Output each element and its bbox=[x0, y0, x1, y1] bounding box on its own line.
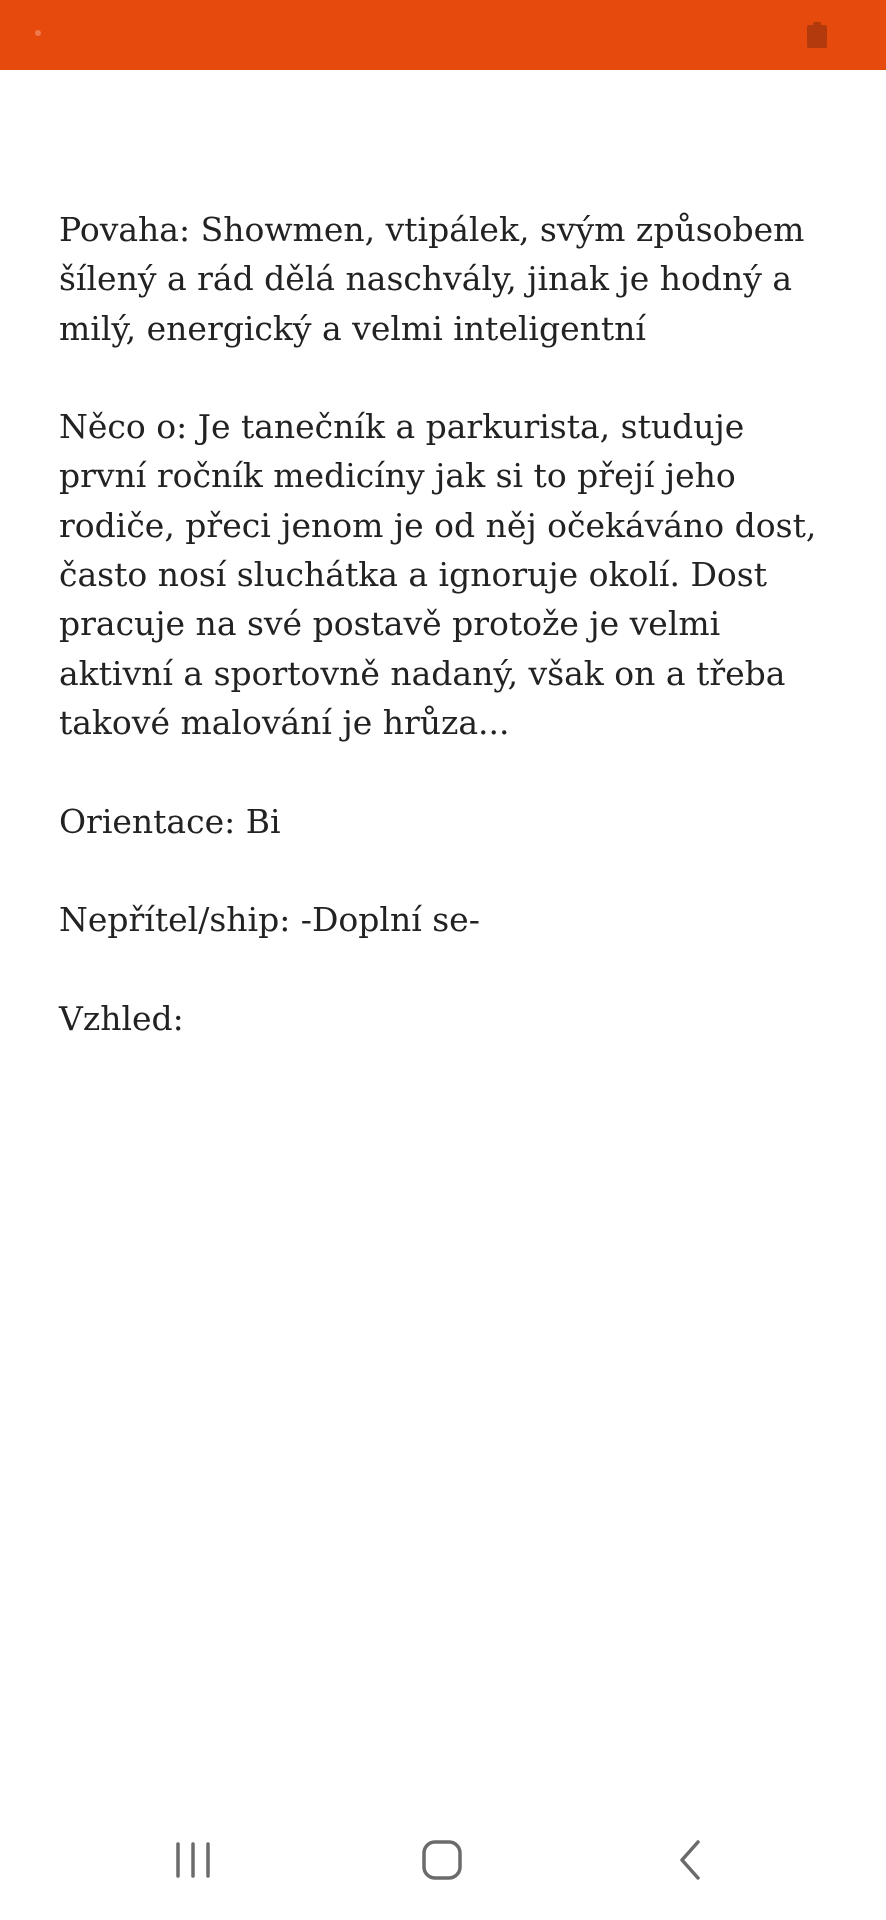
story-text bbox=[59, 205, 839, 1092]
navigation-bar bbox=[0, 1800, 886, 1920]
home-button[interactable] bbox=[397, 1830, 487, 1890]
paragraph-neco-o: Něco o: Je tanečník a parkurista, studuje první ročník medicíny jak si to přejí jeho rodiče, přeci jenom je od něj očekáváno dost, často nosí sluchátka a ignoruje okolí. Dost pracuje na své postavě protože je velmi aktivní a sportovně nadaný, však on a třeba takové malování je hrůza... bbox=[59, 407, 817, 742]
paragraph-povaha: Povaha: Showmen, vtipálek, svým způsobem šílený a rád dělá naschvály, jinak je hodný a milý, energický a velmi inteligentní bbox=[59, 210, 805, 348]
paragraph-orientace: Orientace: Bi bbox=[59, 801, 281, 841]
home-icon bbox=[420, 1838, 464, 1882]
notification-dot-icon bbox=[35, 30, 41, 36]
battery-icon bbox=[807, 22, 827, 48]
status-bar bbox=[0, 0, 886, 70]
back-button[interactable] bbox=[645, 1830, 735, 1890]
paragraph-nepritel: Nepřítel/ship: -Doplní se- bbox=[59, 900, 480, 940]
back-icon bbox=[670, 1838, 710, 1882]
recent-apps-icon bbox=[173, 1840, 213, 1880]
recent-apps-button[interactable] bbox=[148, 1830, 238, 1890]
paragraph-vzhled: Vzhled: bbox=[59, 998, 184, 1038]
